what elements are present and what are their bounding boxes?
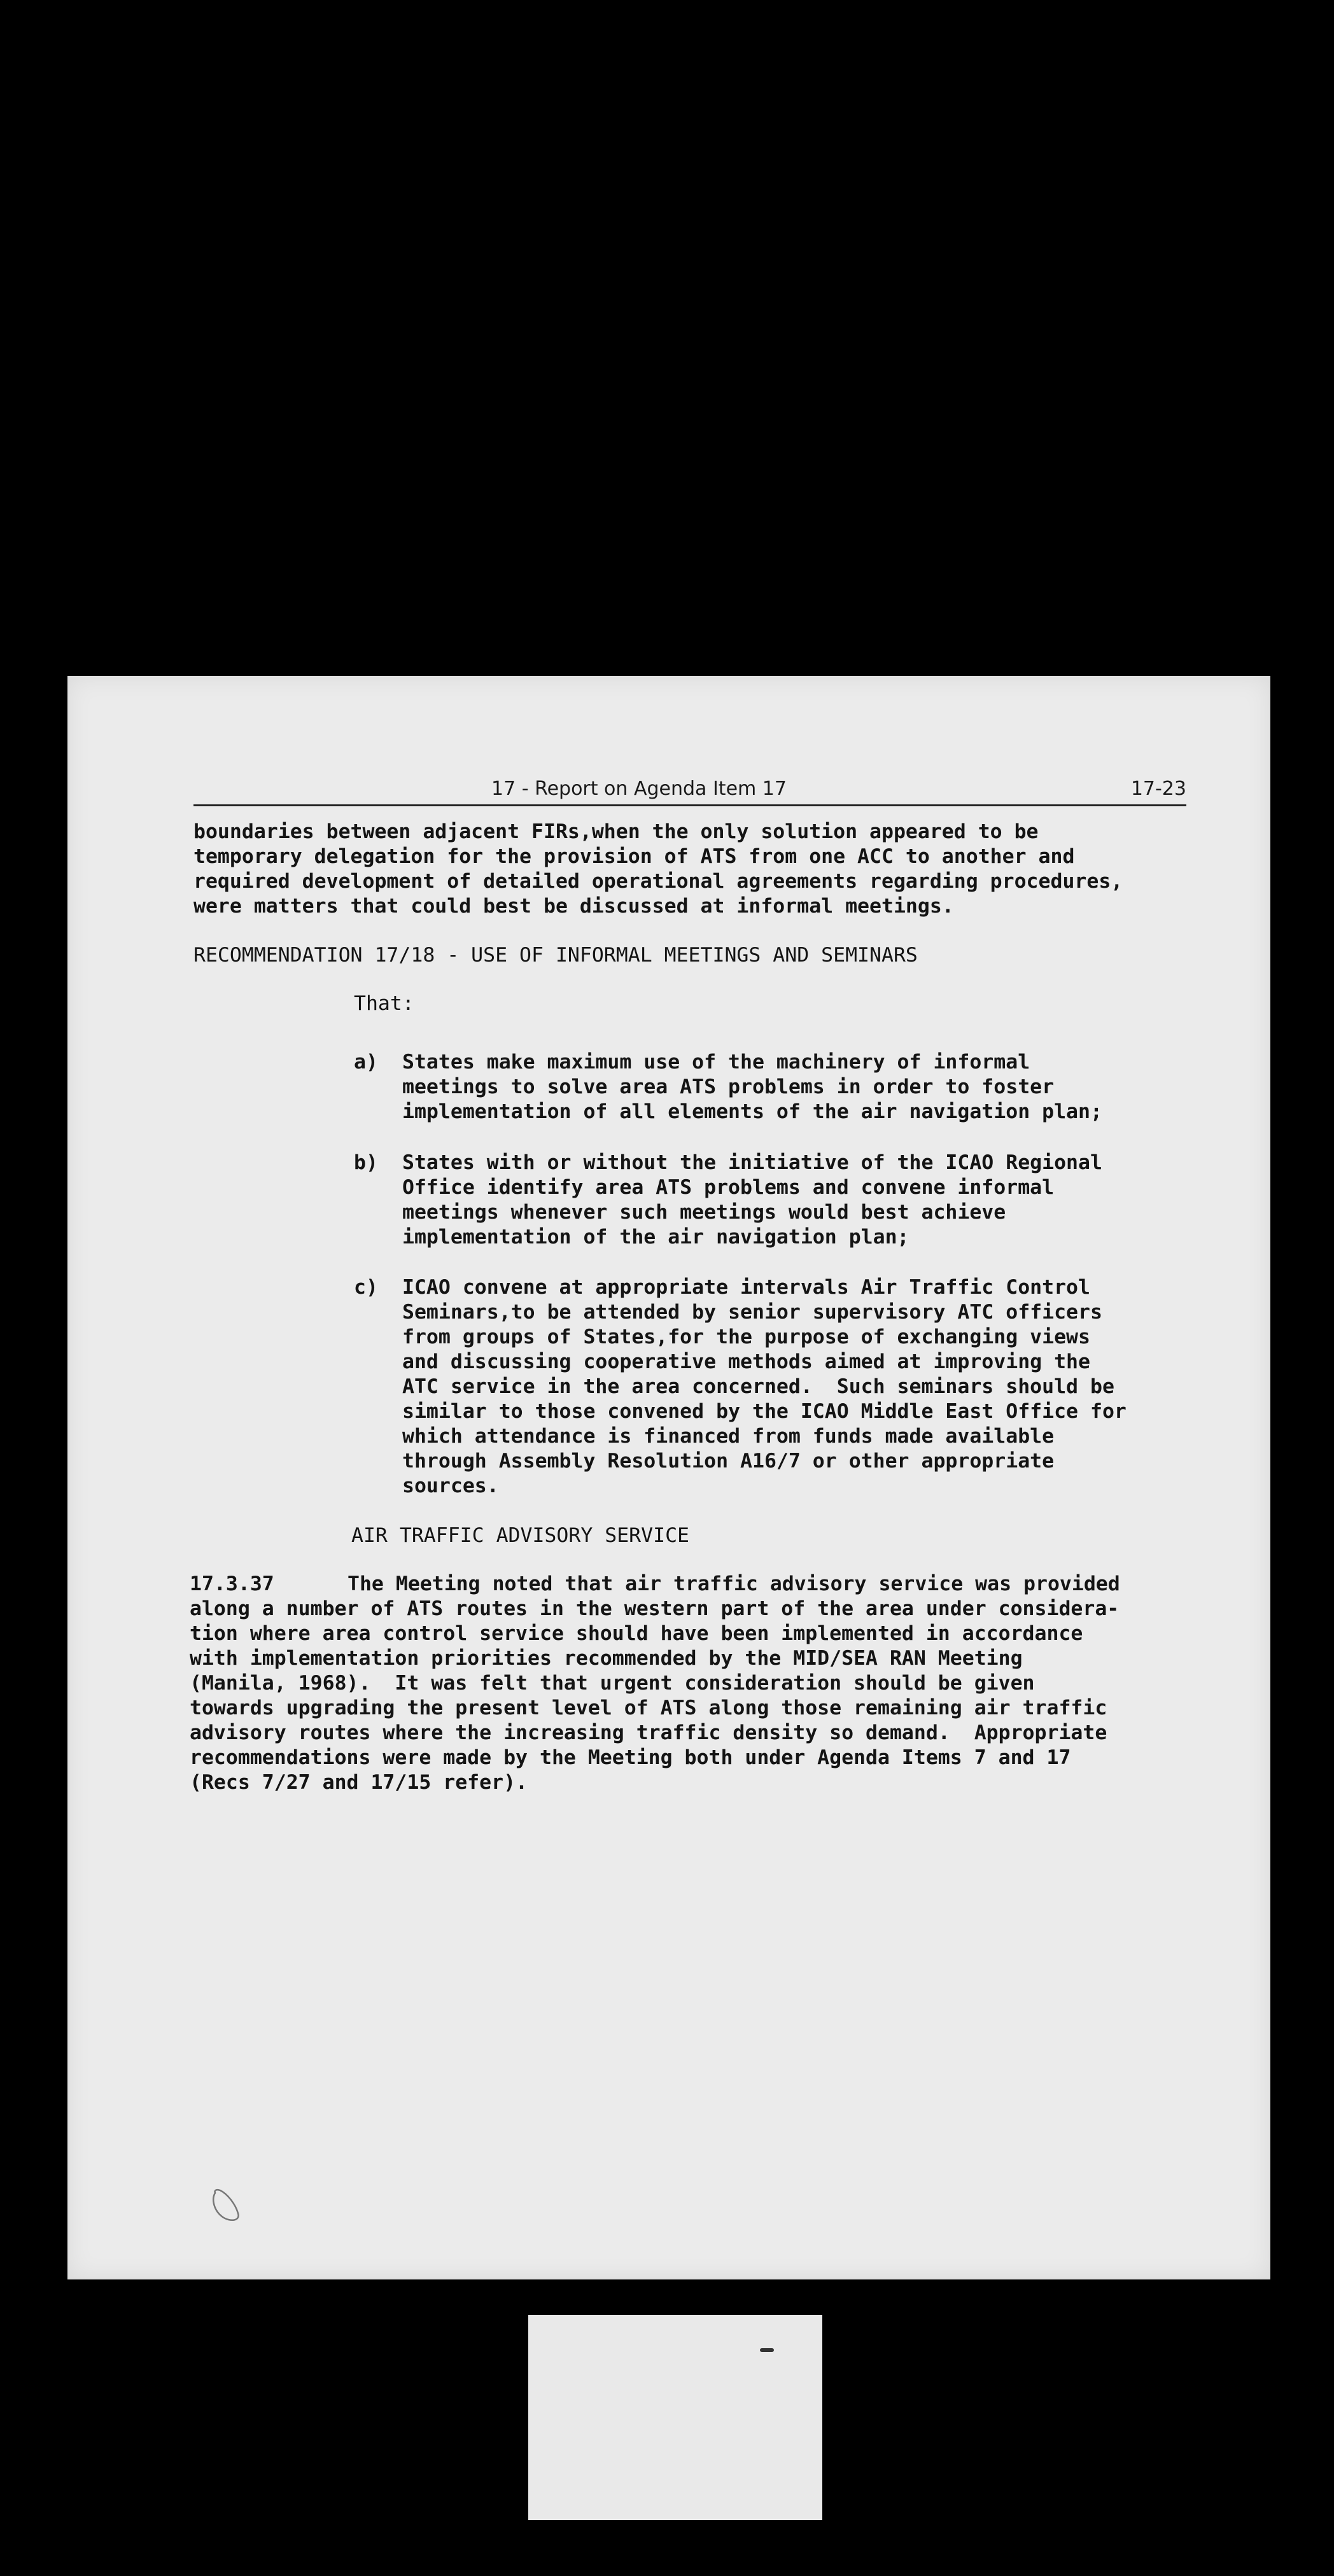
item-line: implementation of all elements of the air navigation plan; — [402, 1100, 1102, 1123]
paragraph-line: (Manila, 1968). It was felt that urgent consideration should be given — [190, 1672, 1035, 1695]
item-line: Seminars,to be attended by senior supervisory ATC officers — [402, 1301, 1102, 1324]
paragraph-line: along a number of ATS routes in the western part of the area under considera- — [190, 1597, 1120, 1620]
item-line: similar to those convened by the ICAO Middle East Office for — [402, 1400, 1127, 1423]
intro-line: were matters that could best be discussed at informal meetings. — [193, 895, 954, 918]
item-label: b) — [354, 1151, 378, 1174]
item-line: through Assembly Resolution A16/7 or other appropriate — [402, 1450, 1055, 1473]
page-number: 17-23 — [1130, 778, 1186, 800]
pencil-loop-mark — [209, 2185, 244, 2223]
item-label: a) — [354, 1051, 378, 1074]
intro-line: boundaries between adjacent FIRs,when the only solution appeared to be — [193, 820, 1039, 843]
paragraph-line: towards upgrading the present level of ATS along those remaining air traffic — [190, 1697, 1107, 1719]
paragraph-line: recommendations were made by the Meeting both under Agenda Items 7 and 17 — [190, 1746, 1071, 1769]
item-line: sources. — [402, 1474, 499, 1497]
paragraph-line: (Recs 7/27 and 17/15 refer). — [190, 1771, 528, 1794]
recommendation-heading: RECOMMENDATION 17/18 - USE OF INFORMAL MEETINGS AND SEMINARS — [193, 944, 918, 967]
item-line: from groups of States,for the purpose of exchanging views — [402, 1326, 1090, 1348]
item-line: meetings whenever such meetings would best achieve — [402, 1201, 1006, 1224]
paragraph-line: with implementation priorities recommended by the MID/SEA RAN Meeting — [190, 1647, 1023, 1670]
item-line: ICAO convene at appropriate intervals Air Traffic Control — [402, 1276, 1090, 1299]
item-line: meetings to solve area ATS problems in order to foster — [402, 1075, 1055, 1098]
paragraph-line: advisory routes where the increasing traffic density so demand. Appropriate — [190, 1721, 1107, 1744]
document-page — [67, 676, 1270, 2279]
speck-mark — [760, 2348, 774, 2352]
intro-line: temporary delegation for the provision of ATS from one ACC to another and — [193, 845, 1075, 868]
paragraph-line: The Meeting noted that air traffic advisory service was provided — [348, 1572, 1120, 1595]
recommendation-lead: That: — [354, 992, 414, 1015]
item-line: States with or without the initiative of the ICAO Regional — [402, 1151, 1102, 1174]
paragraph-number: 17.3.37 — [190, 1572, 274, 1595]
item-line: States make maximum use of the machinery of informal — [402, 1051, 1030, 1074]
header-title: 17 - Report on Agenda Item 17 — [491, 778, 787, 800]
item-line: and discussing cooperative methods aimed at improving the — [402, 1350, 1090, 1373]
item-line: implementation of the air navigation plan; — [402, 1226, 909, 1249]
paragraph-line: tion where area control service should have been implemented in accordance — [190, 1622, 1083, 1645]
next-page-fragment — [528, 2315, 822, 2520]
item-label: c) — [354, 1276, 378, 1299]
intro-line: required development of detailed operational agreements regarding procedures, — [193, 870, 1123, 893]
item-line: which attendance is financed from funds made available — [402, 1425, 1055, 1448]
section-heading: AIR TRAFFIC ADVISORY SERVICE — [351, 1524, 690, 1547]
page-header — [193, 776, 1186, 806]
item-line: ATC service in the area concerned. Such seminars should be — [402, 1375, 1114, 1398]
item-line: Office identify area ATS problems and convene informal — [402, 1176, 1055, 1199]
